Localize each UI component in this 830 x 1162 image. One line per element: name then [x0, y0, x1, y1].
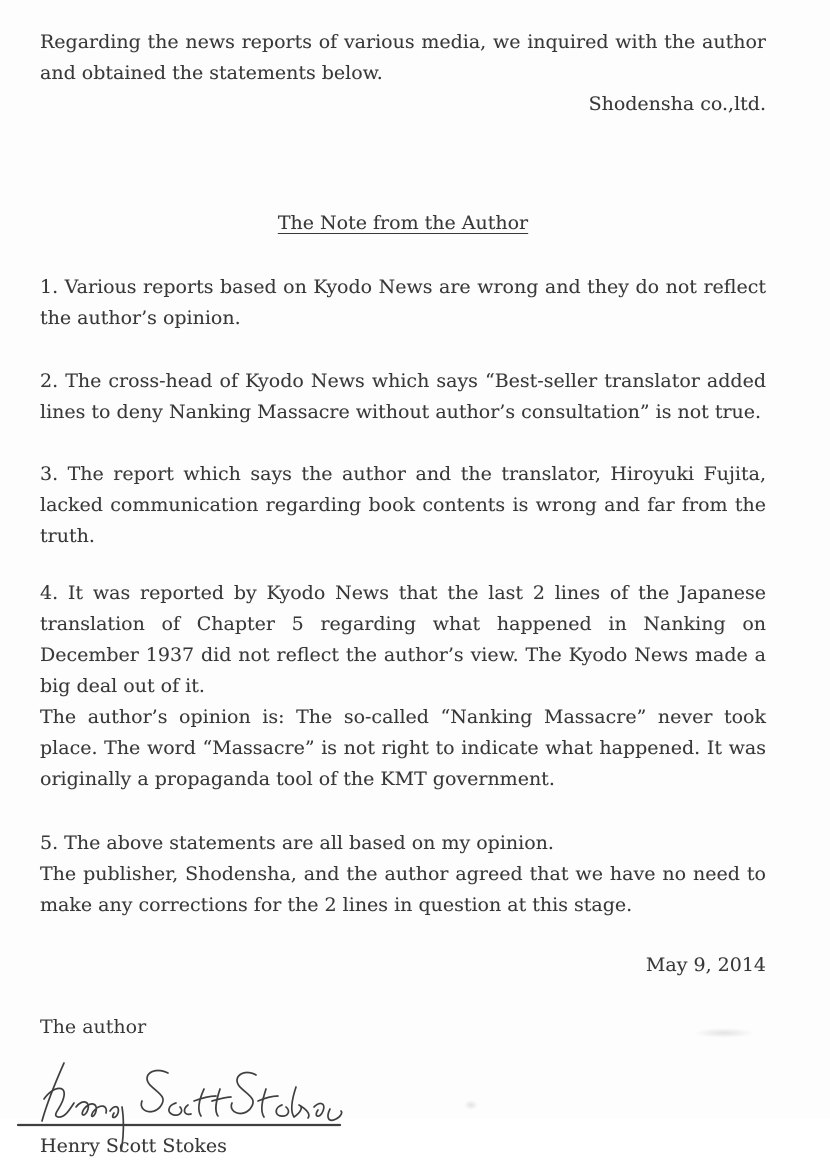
statement-4-text-1: 4. It was reported by Kyodo News that the last 2 lines of the Japanese translation of Chapter 5 regarding what happened in Nanking on December 1937 did not reflect the author’s view. The Kyodo News made a big deal out of it.: [40, 582, 766, 697]
statement-1-text: 1. Various reports based on Kyodo News are wrong and they do not reflect the author’s opinion.: [40, 276, 766, 329]
statement-5-text-1: 5. The above statements are all based on my opinion.: [40, 832, 554, 854]
scan-smudge: [464, 1100, 478, 1110]
handwritten-signature-icon: [18, 1059, 358, 1157]
author-name: Henry Scott Stokes: [40, 1135, 227, 1157]
statement-1: [40, 272, 766, 334]
statement-2: [40, 366, 766, 428]
statement-3-text: 3. The report which says the author and the translator, Hiroyuki Fujita, lacked communication regarding book contents is wrong and far from the truth.: [40, 463, 766, 547]
statement-4-text-2: The author’s opinion is: The so-called “Nanking Massacre” never took place. The word “Massacre” is not right to indicate what happened. It was originally a propaganda tool of the KMT government.: [40, 706, 766, 790]
statement-4: [40, 578, 766, 795]
statement-5-text-2: The publisher, Shodensha, and the author agreed that we have no need to make any corrections for the 2 lines in question at this stage.: [40, 863, 766, 916]
document-title: The Note from the Author: [277, 212, 529, 234]
publisher-name: Shodensha co.,ltd.: [588, 93, 766, 115]
statement-5: [40, 828, 766, 921]
statement-3: [40, 459, 766, 552]
signature-block: [18, 1059, 358, 1157]
statement-2-text: 2. The cross-head of Kyodo News which says “Best-seller translator added lines to deny Nanking Massacre without author’s consultation” is not true.: [40, 370, 766, 423]
author-label: The author: [40, 1016, 147, 1038]
date-line: May 9, 2014: [645, 954, 766, 976]
intro-paragraph: Regarding the news reports of various media, we inquired with the author and obtained the statements below.: [40, 31, 766, 84]
